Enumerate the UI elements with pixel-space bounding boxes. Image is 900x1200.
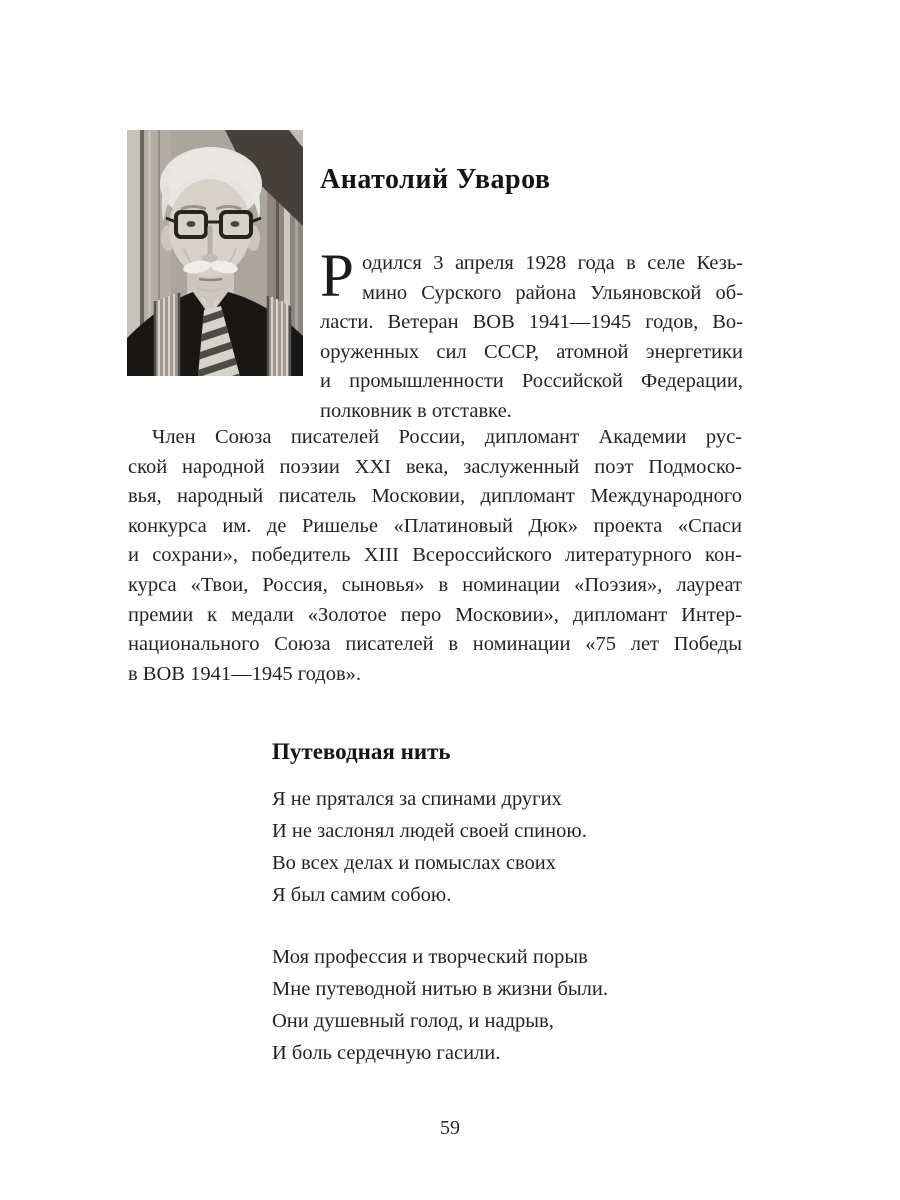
text-line: одился 3 апреля 1928 года в селе Кезь- xyxy=(362,252,743,274)
text-line: полковник в отставке. xyxy=(320,399,512,422)
bio-paragraph-2 xyxy=(128,423,742,689)
author-photo xyxy=(127,130,303,376)
bio-paragraph-1 xyxy=(320,243,743,426)
text-line: национального Союза писателей в номинации «75 лет Победы xyxy=(128,633,742,656)
text-line: ской народной поэзии XXI века, заслуженный поэт Подмоско- xyxy=(128,455,742,478)
poem xyxy=(272,739,692,1069)
text-line: Я не прятался за спинами других xyxy=(272,788,562,810)
text-line: Моя профессия и творческий порыв xyxy=(272,946,588,968)
text-line: и сохрани», победитель XIII Всероссийского литературного кон- xyxy=(128,544,742,567)
bio-paragraph-2-lines xyxy=(128,423,742,689)
text-line: Во всех делах и помыслах своих xyxy=(272,852,556,874)
text-line: и промышленности Российской Федерации, xyxy=(320,370,743,392)
drop-cap: Р xyxy=(320,243,354,310)
text-line: мино Сурского района Ульяновской об- xyxy=(362,281,743,304)
text-line: вья, народный писатель Московии, дипломант Международного xyxy=(128,485,742,508)
text-line: конкурса им. де Ришелье «Платиновый Дюк» проекта «Спаси xyxy=(128,514,742,537)
text-line: Мне путеводной нитью в жизни были. xyxy=(272,978,608,1000)
portrait-illustration xyxy=(127,130,303,376)
text-line: в ВОВ 1941—1945 годов». xyxy=(128,662,361,685)
text-line: Член Союза писателей России, дипломант Академии рус- xyxy=(152,426,742,448)
text-line: Они душевный голод, и надрыв, xyxy=(272,1010,554,1032)
bio-paragraph-1-lines xyxy=(320,243,743,426)
poem-stanza-2 xyxy=(272,941,692,1069)
poem-title: Путеводная нить xyxy=(272,739,451,764)
text-line: курса «Твои, Россия, сыновья» в номинации «Поэзия», лауреат xyxy=(128,573,742,596)
text-line: оруженных сил СССР, атомной энергетики xyxy=(320,340,743,363)
author-name: Анатолий Уваров xyxy=(320,164,551,195)
page-number: 59 xyxy=(440,1117,460,1139)
text-line: И боль сердечную гасили. xyxy=(272,1042,501,1064)
text-line: Я был самим собою. xyxy=(272,884,452,906)
text-line: премии к медали «Золотое перо Московии», дипломант Интер- xyxy=(128,603,742,626)
text-line: ласти. Ветеран ВОВ 1941—1945 годов, Во- xyxy=(320,311,743,333)
text-line: И не заслонял людей своей спиною. xyxy=(272,820,587,842)
poem-stanza-1 xyxy=(272,783,692,911)
